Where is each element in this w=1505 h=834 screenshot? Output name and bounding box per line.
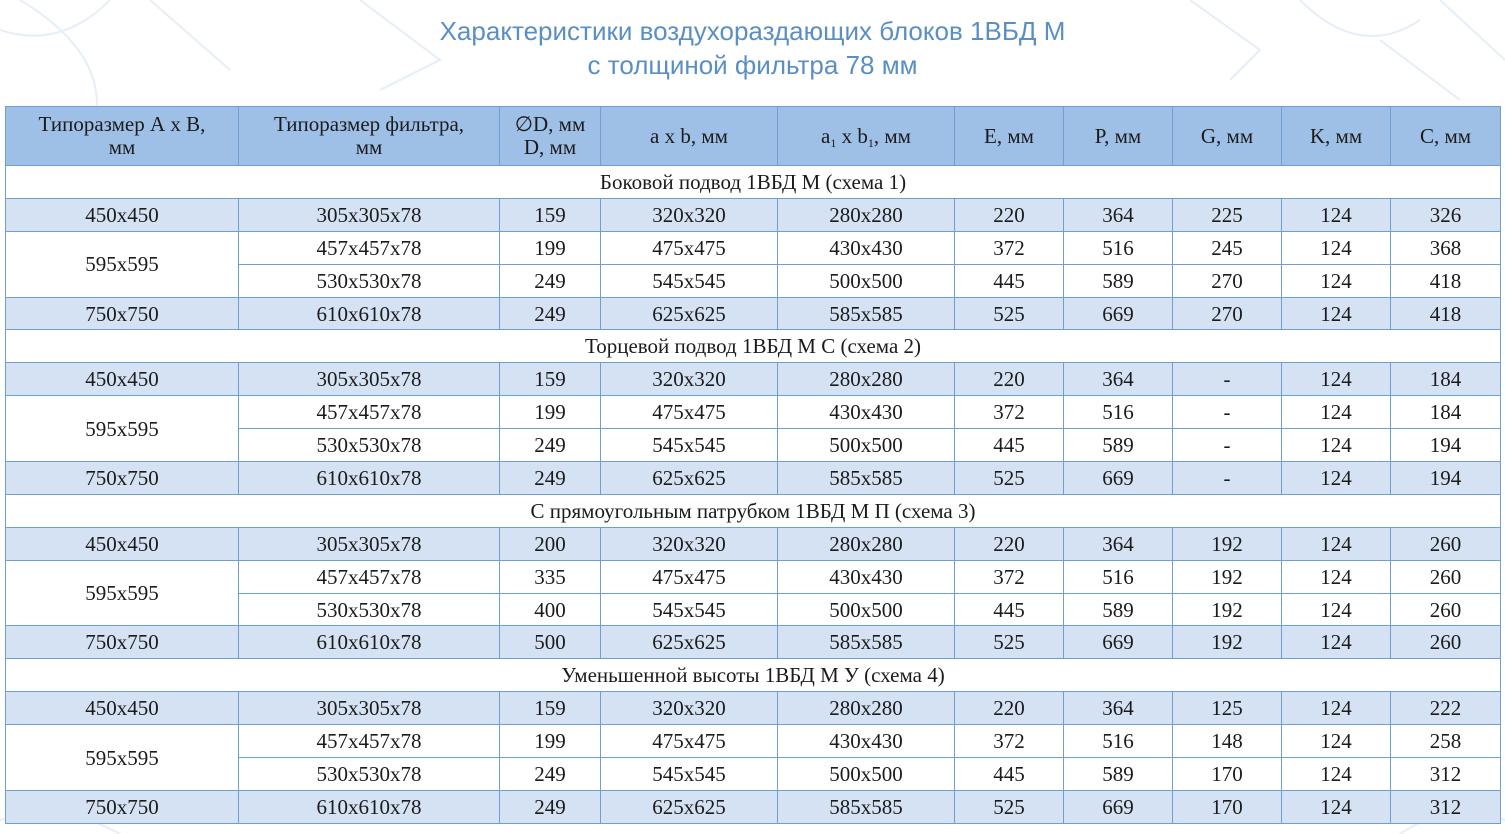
size-cell: 450x450 <box>6 198 239 231</box>
header-row <box>6 107 1501 166</box>
g-cell: 125 <box>1173 692 1282 725</box>
p-cell: 364 <box>1064 527 1173 560</box>
k-cell: 124 <box>1282 363 1391 396</box>
table-row <box>6 692 1501 725</box>
header-size: Типоразмер А х В, мм <box>6 107 239 166</box>
size-cell: 450x450 <box>6 527 239 560</box>
title-line-2: с толщиной фильтра 78 мм <box>587 50 918 80</box>
a1b1-cell: 585x585 <box>778 626 955 659</box>
p-cell: 516 <box>1064 725 1173 758</box>
k-cell: 124 <box>1282 692 1391 725</box>
p-cell: 589 <box>1064 758 1173 791</box>
ab-cell: 475x475 <box>601 560 778 593</box>
table-body <box>6 166 1501 824</box>
e-cell: 220 <box>955 363 1064 396</box>
g-cell: 192 <box>1173 527 1282 560</box>
e-cell: 525 <box>955 462 1064 495</box>
spec-table <box>5 106 1501 824</box>
size-cell: 595x595 <box>6 560 239 626</box>
c-cell: 260 <box>1391 626 1501 659</box>
e-cell: 525 <box>955 790 1064 823</box>
table-row <box>6 396 1501 429</box>
ab-cell: 475x475 <box>601 725 778 758</box>
c-cell: 418 <box>1391 297 1501 330</box>
k-cell: 124 <box>1282 297 1391 330</box>
header-p: P, мм <box>1064 107 1173 166</box>
p-cell: 516 <box>1064 560 1173 593</box>
header-filter: Типоразмер фильтра, мм <box>239 107 500 166</box>
size-cell: 595x595 <box>6 231 239 297</box>
diameter-cell: 249 <box>500 462 601 495</box>
g-cell: 192 <box>1173 593 1282 626</box>
a1b1-cell: 280x280 <box>778 692 955 725</box>
a1b1-cell: 500x500 <box>778 429 955 462</box>
filter-cell: 305x305x78 <box>239 363 500 396</box>
c-cell: 418 <box>1391 264 1501 297</box>
p-cell: 669 <box>1064 462 1173 495</box>
g-cell: 170 <box>1173 790 1282 823</box>
diameter-cell: 159 <box>500 198 601 231</box>
header-a1b1: $a_1$ x $b_1$, мм <box>778 107 955 166</box>
header-ab: a x b, мм <box>601 107 778 166</box>
filter-cell: 530x530x78 <box>239 593 500 626</box>
p-cell: 364 <box>1064 198 1173 231</box>
ab-cell: 320x320 <box>601 692 778 725</box>
g-cell: - <box>1173 396 1282 429</box>
k-cell: 124 <box>1282 560 1391 593</box>
g-cell: 245 <box>1173 231 1282 264</box>
table-row <box>6 790 1501 823</box>
c-cell: 184 <box>1391 396 1501 429</box>
k-cell: 124 <box>1282 429 1391 462</box>
e-cell: 445 <box>955 758 1064 791</box>
section-title: Уменьшенной высоты 1ВБД М У (схема 4) <box>6 659 1501 692</box>
diameter-cell: 159 <box>500 363 601 396</box>
g-cell: 270 <box>1173 297 1282 330</box>
diameter-cell: 199 <box>500 396 601 429</box>
k-cell: 124 <box>1282 462 1391 495</box>
table-row <box>6 626 1501 659</box>
section-row <box>6 166 1501 199</box>
a1b1-cell: 585x585 <box>778 297 955 330</box>
e-cell: 220 <box>955 198 1064 231</box>
section-title: Торцевой подвод 1ВБД М С (схема 2) <box>6 330 1501 363</box>
header-k: K, мм <box>1282 107 1391 166</box>
table-row <box>6 560 1501 593</box>
g-cell: 270 <box>1173 264 1282 297</box>
header-e: E, мм <box>955 107 1064 166</box>
size-cell: 750x750 <box>6 462 239 495</box>
diameter-cell: 249 <box>500 758 601 791</box>
a1b1-cell: 430x430 <box>778 396 955 429</box>
a1b1-cell: 585x585 <box>778 462 955 495</box>
filter-cell: 305x305x78 <box>239 527 500 560</box>
a1b1-cell: 585x585 <box>778 790 955 823</box>
table-row <box>6 231 1501 264</box>
diameter-cell: 249 <box>500 264 601 297</box>
section-row <box>6 330 1501 363</box>
diameter-cell: 500 <box>500 626 601 659</box>
filter-cell: 305x305x78 <box>239 198 500 231</box>
header-g: G, мм <box>1173 107 1282 166</box>
a1b1-cell: 500x500 <box>778 264 955 297</box>
diameter-cell: 200 <box>500 527 601 560</box>
ab-cell: 475x475 <box>601 396 778 429</box>
filter-cell: 610x610x78 <box>239 462 500 495</box>
filter-cell: 457x457x78 <box>239 396 500 429</box>
k-cell: 124 <box>1282 264 1391 297</box>
p-cell: 589 <box>1064 429 1173 462</box>
section-title: Боковой подвод 1ВБД М (схема 1) <box>6 166 1501 199</box>
ab-cell: 625x625 <box>601 462 778 495</box>
p-cell: 669 <box>1064 626 1173 659</box>
k-cell: 124 <box>1282 527 1391 560</box>
p-cell: 589 <box>1064 264 1173 297</box>
g-cell: 148 <box>1173 725 1282 758</box>
c-cell: 260 <box>1391 593 1501 626</box>
size-cell: 595x595 <box>6 396 239 462</box>
k-cell: 124 <box>1282 198 1391 231</box>
g-cell: - <box>1173 363 1282 396</box>
a1b1-cell: 280x280 <box>778 527 955 560</box>
ab-cell: 320x320 <box>601 363 778 396</box>
c-cell: 368 <box>1391 231 1501 264</box>
g-cell: 192 <box>1173 560 1282 593</box>
diameter-cell: 199 <box>500 725 601 758</box>
g-cell: 192 <box>1173 626 1282 659</box>
k-cell: 124 <box>1282 725 1391 758</box>
diameter-cell: 199 <box>500 231 601 264</box>
a1b1-cell: 500x500 <box>778 593 955 626</box>
ab-cell: 625x625 <box>601 297 778 330</box>
table-row <box>6 363 1501 396</box>
filter-cell: 610x610x78 <box>239 626 500 659</box>
ab-cell: 475x475 <box>601 231 778 264</box>
k-cell: 124 <box>1282 790 1391 823</box>
k-cell: 124 <box>1282 626 1391 659</box>
header-c: C, мм <box>1391 107 1501 166</box>
p-cell: 364 <box>1064 363 1173 396</box>
c-cell: 260 <box>1391 560 1501 593</box>
filter-cell: 530x530x78 <box>239 758 500 791</box>
title-line-1: Характеристики воздухораздающих блоков 1ВБД М <box>439 16 1066 46</box>
e-cell: 525 <box>955 297 1064 330</box>
table-row <box>6 527 1501 560</box>
diameter-cell: 400 <box>500 593 601 626</box>
k-cell: 124 <box>1282 231 1391 264</box>
size-cell: 750x750 <box>6 297 239 330</box>
c-cell: 222 <box>1391 692 1501 725</box>
a1b1-cell: 280x280 <box>778 363 955 396</box>
a1b1-cell: 500x500 <box>778 758 955 791</box>
p-cell: 364 <box>1064 692 1173 725</box>
e-cell: 525 <box>955 626 1064 659</box>
ab-cell: 625x625 <box>601 626 778 659</box>
g-cell: 225 <box>1173 198 1282 231</box>
e-cell: 372 <box>955 396 1064 429</box>
a1b1-cell: 430x430 <box>778 560 955 593</box>
diameter-cell: 335 <box>500 560 601 593</box>
section-row <box>6 659 1501 692</box>
c-cell: 258 <box>1391 725 1501 758</box>
g-cell: - <box>1173 462 1282 495</box>
e-cell: 445 <box>955 593 1064 626</box>
g-cell: - <box>1173 429 1282 462</box>
p-cell: 516 <box>1064 231 1173 264</box>
section-title: С прямоугольным патрубком 1ВБД М П (схема 3) <box>6 494 1501 527</box>
filter-cell: 457x457x78 <box>239 231 500 264</box>
c-cell: 194 <box>1391 429 1501 462</box>
p-cell: 516 <box>1064 396 1173 429</box>
table-row <box>6 297 1501 330</box>
c-cell: 184 <box>1391 363 1501 396</box>
filter-cell: 457x457x78 <box>239 560 500 593</box>
diameter-cell: 249 <box>500 297 601 330</box>
filter-cell: 610x610x78 <box>239 297 500 330</box>
ab-cell: 545x545 <box>601 429 778 462</box>
g-cell: 170 <box>1173 758 1282 791</box>
e-cell: 220 <box>955 692 1064 725</box>
size-cell: 750x750 <box>6 626 239 659</box>
e-cell: 372 <box>955 560 1064 593</box>
ab-cell: 320x320 <box>601 527 778 560</box>
diameter-cell: 249 <box>500 429 601 462</box>
filter-cell: 305x305x78 <box>239 692 500 725</box>
k-cell: 124 <box>1282 758 1391 791</box>
e-cell: 445 <box>955 429 1064 462</box>
table-row <box>6 198 1501 231</box>
header-diameter: ∅D, мм D, мм <box>500 107 601 166</box>
c-cell: 312 <box>1391 790 1501 823</box>
e-cell: 372 <box>955 725 1064 758</box>
c-cell: 312 <box>1391 758 1501 791</box>
ab-cell: 320x320 <box>601 198 778 231</box>
ab-cell: 625x625 <box>601 790 778 823</box>
ab-cell: 545x545 <box>601 758 778 791</box>
ab-cell: 545x545 <box>601 593 778 626</box>
p-cell: 669 <box>1064 790 1173 823</box>
e-cell: 445 <box>955 264 1064 297</box>
e-cell: 372 <box>955 231 1064 264</box>
page-title <box>0 14 1505 82</box>
a1b1-cell: 430x430 <box>778 231 955 264</box>
ab-cell: 545x545 <box>601 264 778 297</box>
table-row <box>6 725 1501 758</box>
p-cell: 589 <box>1064 593 1173 626</box>
e-cell: 220 <box>955 527 1064 560</box>
p-cell: 669 <box>1064 297 1173 330</box>
c-cell: 194 <box>1391 462 1501 495</box>
size-cell: 750x750 <box>6 790 239 823</box>
filter-cell: 457x457x78 <box>239 725 500 758</box>
table-row <box>6 462 1501 495</box>
filter-cell: 530x530x78 <box>239 264 500 297</box>
a1b1-cell: 280x280 <box>778 198 955 231</box>
diameter-cell: 249 <box>500 790 601 823</box>
section-row <box>6 494 1501 527</box>
c-cell: 260 <box>1391 527 1501 560</box>
filter-cell: 530x530x78 <box>239 429 500 462</box>
size-cell: 450x450 <box>6 363 239 396</box>
c-cell: 326 <box>1391 198 1501 231</box>
k-cell: 124 <box>1282 593 1391 626</box>
a1b1-cell: 430x430 <box>778 725 955 758</box>
size-cell: 595x595 <box>6 725 239 791</box>
size-cell: 450x450 <box>6 692 239 725</box>
filter-cell: 610x610x78 <box>239 790 500 823</box>
k-cell: 124 <box>1282 396 1391 429</box>
diameter-cell: 159 <box>500 692 601 725</box>
